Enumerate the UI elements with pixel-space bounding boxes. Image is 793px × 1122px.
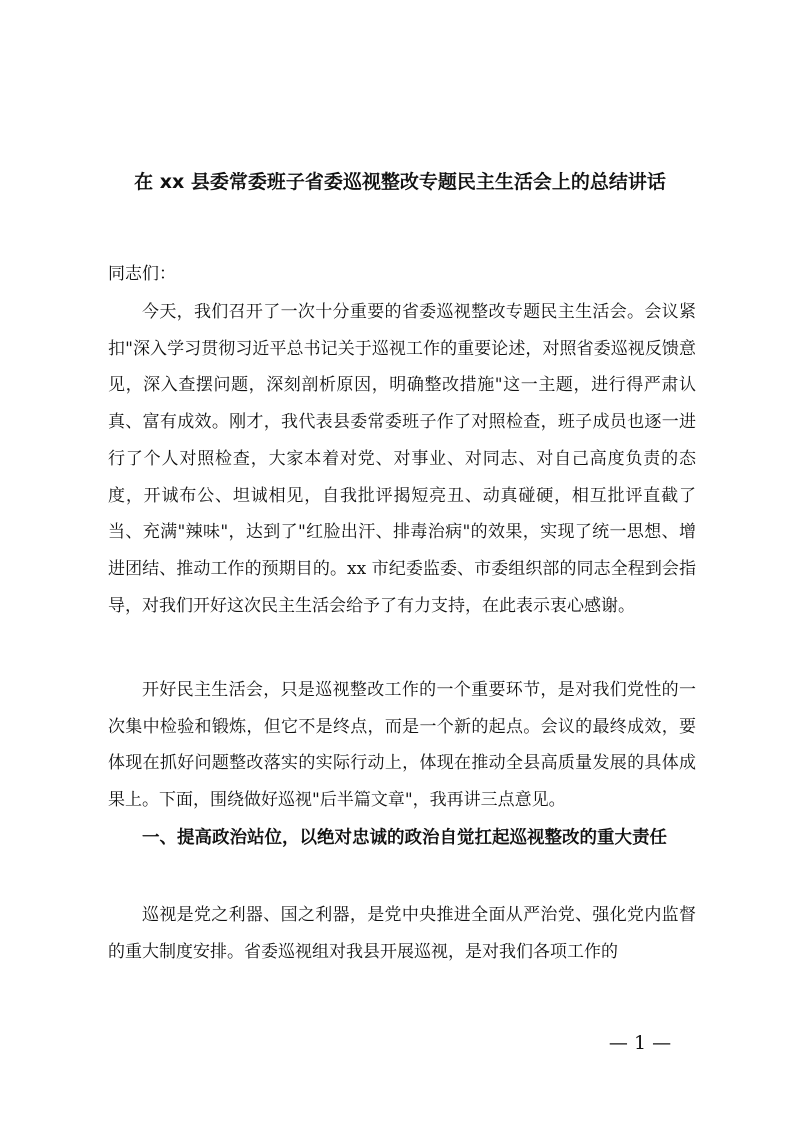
page-number: — 1 — (608, 1032, 672, 1054)
paragraph-2: 开好民主生活会，只是巡视整改工作的一个重要环节，是对我们党性的一次集中检验和锻炼，但它不是终点，而是一个新的起点。会议的最终成效，要体现在抓好问题整改落实的实际行动上，体现在推动全县高质量发展的具体成果上。下面，围绕做好巡视"后半篇文章"，我再讲三点意见。 (108, 680, 696, 811)
section-heading: 一、提高政治站位，以绝对忠诚的政治自觉扛起巡视整改的重大责任 (142, 828, 667, 848)
document-title: 在 xx 县委常委班子省委巡视整改专题民主生活会上的总结讲话 (134, 171, 666, 193)
salutation: 同志们： (108, 264, 176, 284)
section-paragraph: 巡视是党之利器、国之利器，是党中央推进全面从严治党、强化党内监督的重大制度安排。省委巡视组对我县开展巡视，是对我们各项工作的 (108, 905, 696, 962)
paragraph-1: 今天，我们召开了一次十分重要的省委巡视整改专题民主生活会。会议紧扣"深入学习贯彻习近平总书记关于巡视工作的重要论述，对照省委巡视反馈意见，深入查摆问题，深刻剖析原因，明确整改措施"这一主题，进行得严肃认真、富有成效。刚才，我代表县委常委班子作了对照检查，班子成员也逐一进行了个人对照检查，大家本着对党、对事业、对同志、对自己高度负责的态度，开诚布公、坦诚相见，自我批评揭短亮丑、动真碰硬，相互批评直截了当、充满"辣味"，达到了"红脸出汗、排毒治病"的效果，实现了统一思想、增进团结、推动工作的预期目的。xx 市纪委监委、市委组织部的同志全程到会指导，对我们开好这次民主生活会给予了有力支持，在此表示衷心感谢。 (108, 302, 696, 616)
